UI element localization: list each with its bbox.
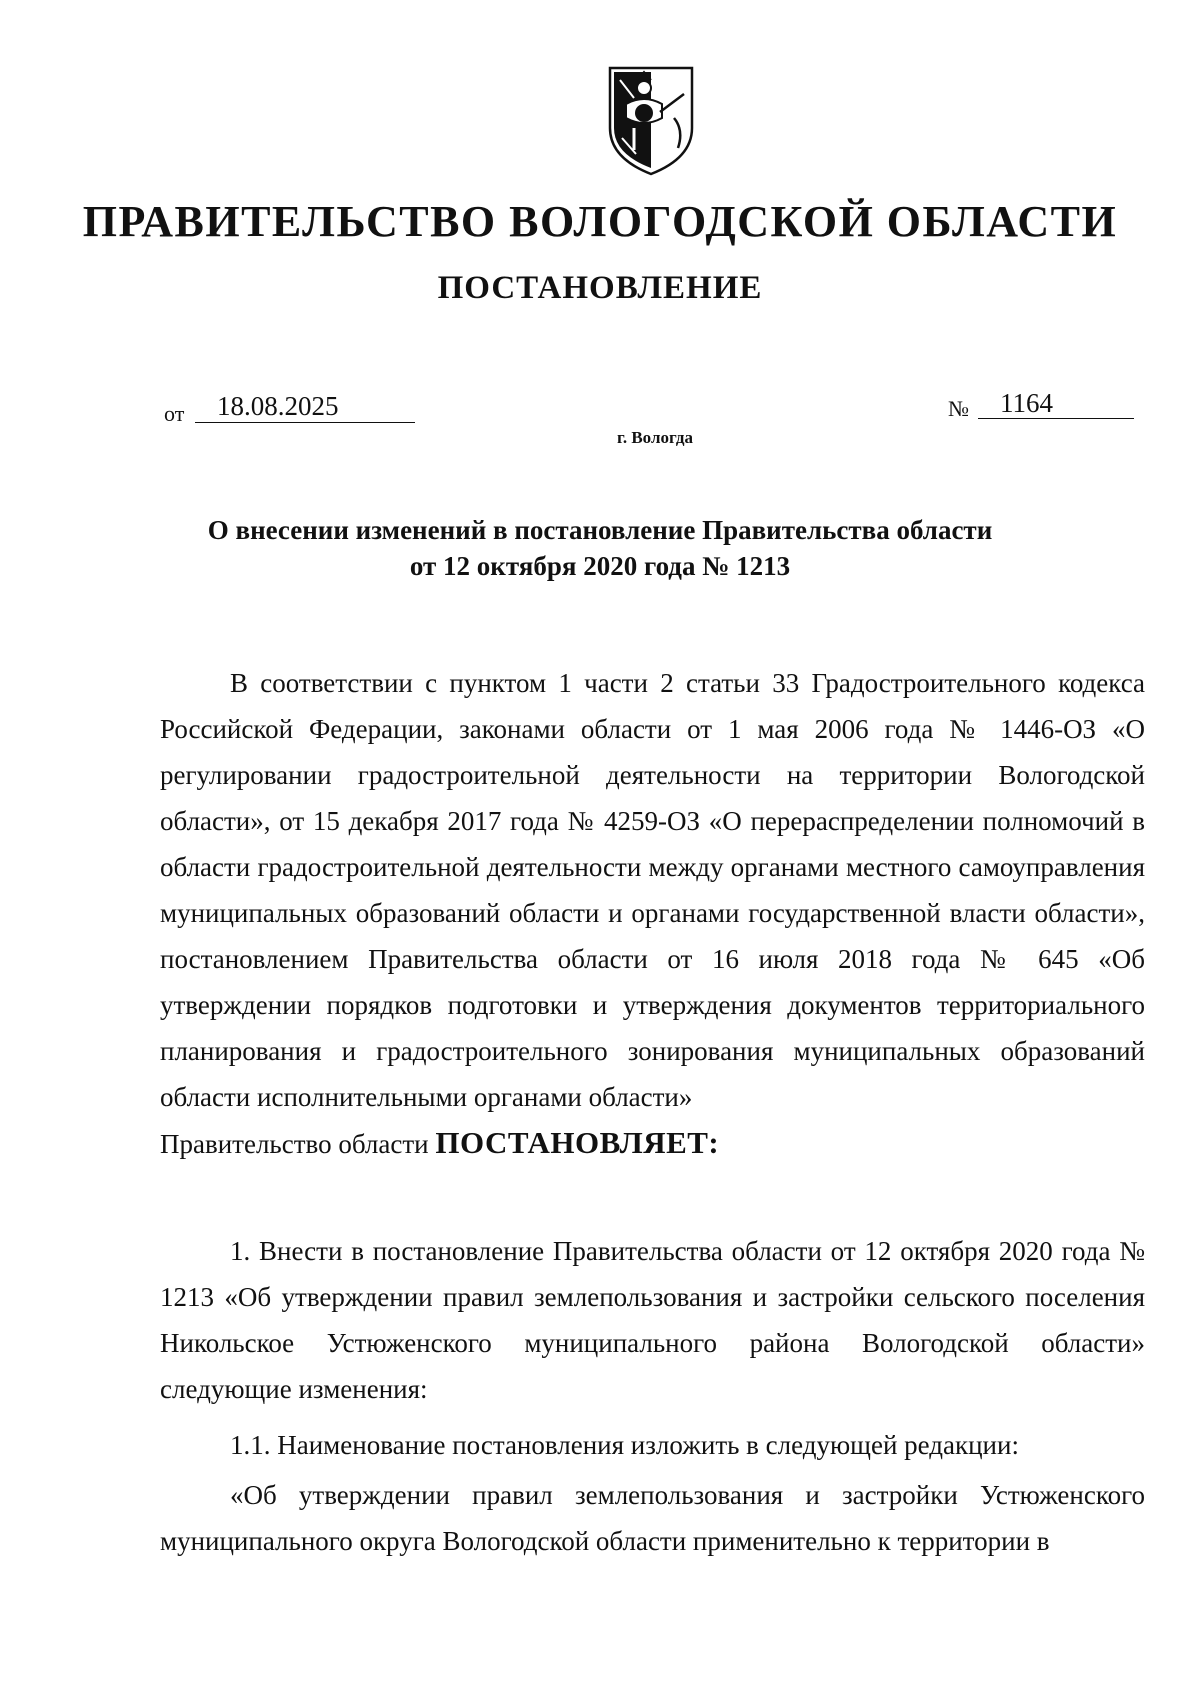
- document-subject: [0, 512, 1200, 584]
- item-1-1-paragraph: [160, 1422, 1145, 1468]
- decree-intro: Правительство области: [160, 1129, 429, 1159]
- date-prefix: от: [164, 401, 185, 426]
- preamble-text: В соответствии с пунктом 1 части 2 статьи 33 Градостроительного кодекса Российской Федерации, законами области от 1 мая 2006 года № 1446-ОЗ «О регулировании градостроительной деятельности на территории Вологодской области», от 15 декабря 2017 года № 4259-ОЗ «О перераспределении полномочий в области градостроительной деятельности между органами местного самоуправления муниципальных образований области и органами государственной власти области», постановлением Правительства области от 16 июля 2018 года № 645 «Об утверждении порядков подготовки и утверждения документов территориального планирования и градостроительного зонирования муниципальных образований области исполнительными органами области»: [160, 668, 1145, 1112]
- city-label: г. Вологда: [617, 428, 693, 447]
- item-1-1-text: 1.1. Наименование постановления изложить в следующей редакции:: [230, 1430, 1019, 1460]
- subject-line-1: О внесении изменений в постановление Правительства области: [207, 515, 993, 545]
- quote-text: «Об утверждении правил землепользования и застройки Устюженского муниципального округа Вологодской области применительно к территории в: [160, 1480, 1145, 1556]
- item-1-paragraph: [160, 1228, 1145, 1412]
- document-type-heading: ПОСТАНОВЛЕНИЕ: [437, 270, 763, 306]
- coat-of-arms-emblem: [604, 58, 698, 176]
- subject-line-2: от 12 октября 2020 года № 1213: [409, 551, 791, 581]
- decree-line: [160, 1120, 1145, 1167]
- preamble-paragraph: [160, 660, 1145, 1167]
- number-prefix: №: [948, 396, 969, 421]
- document-date: 18.08.2025: [195, 390, 415, 423]
- government-title: ПРАВИТЕЛЬСТВО ВОЛОГОДСКОЙ ОБЛАСТИ: [82, 197, 1118, 246]
- document-number: 1164: [978, 388, 1134, 419]
- decree-word: ПОСТАНОВЛЯЕТ:: [435, 1125, 720, 1160]
- quote-paragraph: [160, 1472, 1145, 1564]
- item-1-text: 1. Внести в постановление Правительства области от 12 октября 2020 года № 1213 «Об утверждении правил землепользования и застройки сельского поселения Никольское Устюженского муниципального района Вологодской области» следующие изменения:: [160, 1236, 1145, 1404]
